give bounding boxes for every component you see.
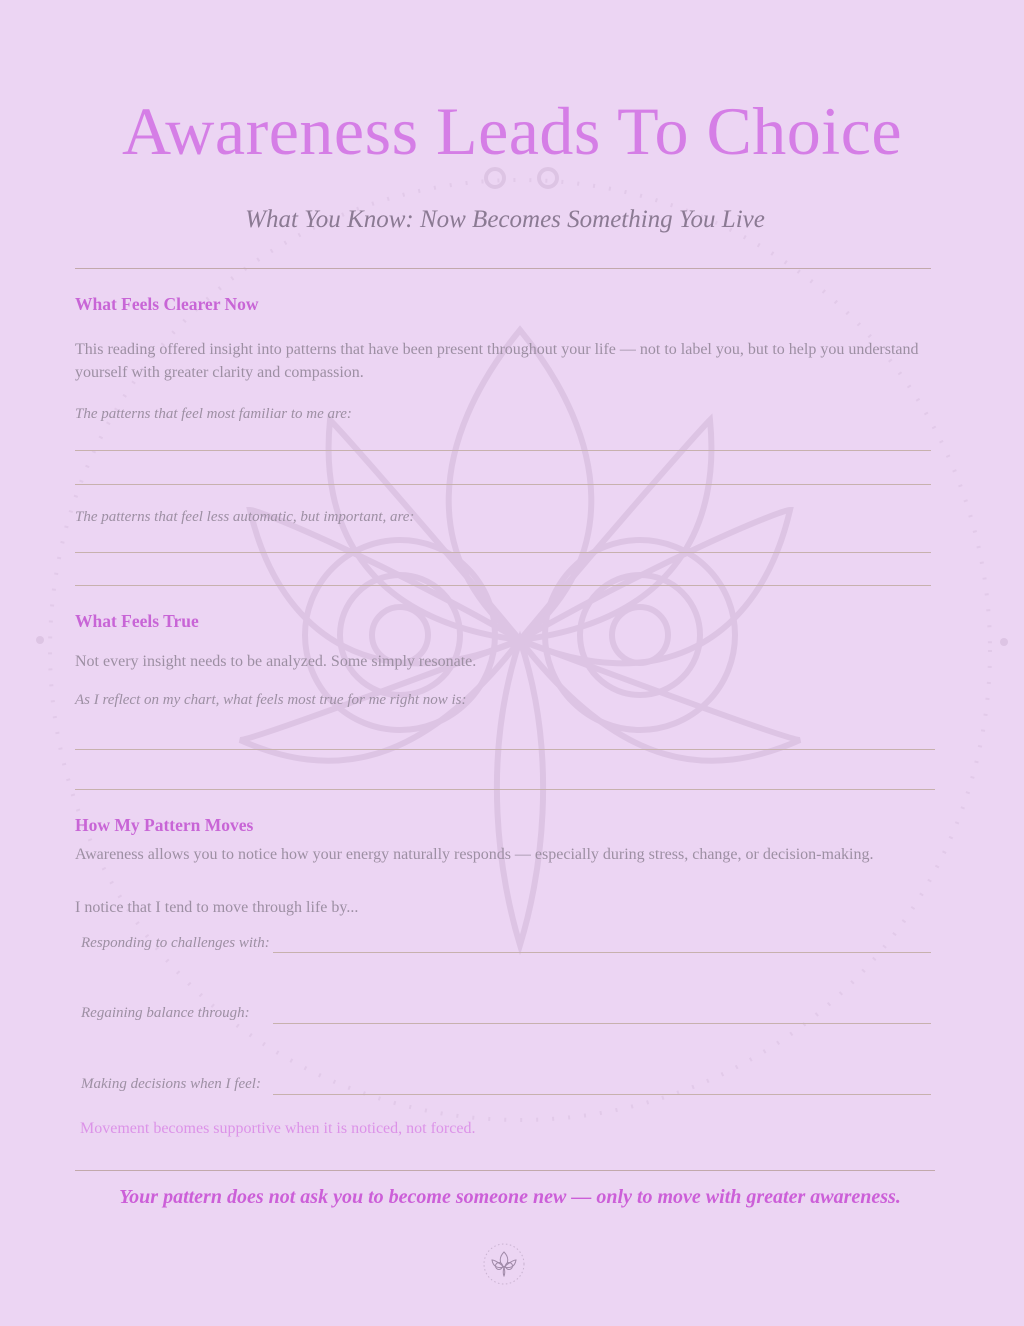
prompt-familiar-patterns: The patterns that feel most familiar to me are: xyxy=(75,406,352,422)
prompt-less-automatic: The patterns that feel less automatic, but important, are: xyxy=(75,509,415,525)
page-subtitle: What You Know: Now Becomes Something You Live xyxy=(245,206,765,233)
movement-note: Movement becomes supportive when it is noticed, not forced. xyxy=(80,1120,476,1137)
field-label-balance: Regaining balance through: xyxy=(81,1005,250,1021)
lotus-logo-icon xyxy=(482,1242,526,1286)
section-intro-pattern-moves: Awareness allows you to notice how your energy naturally responds — especially during stress, change, or decision-making. xyxy=(75,846,874,863)
closing-statement: Your pattern does not ask you to become someone new — only to move with greater awareness. xyxy=(119,1186,901,1208)
page-title: Awareness Leads To Choice xyxy=(121,93,903,169)
prompt-most-true: As I reflect on my chart, what feels most true for me right now is: xyxy=(75,692,467,708)
section-heading-clearer: What Feels Clearer Now xyxy=(75,294,259,314)
header-divider xyxy=(75,268,931,269)
pattern-lead-text: I notice that I tend to move through life by... xyxy=(75,899,359,916)
write-line-less-automatic-2[interactable] xyxy=(75,585,931,586)
write-line-balance[interactable] xyxy=(273,1023,931,1024)
write-line-true-1[interactable] xyxy=(75,749,935,750)
section-intro-clearer: This reading offered insight into patterns that have been present throughout your life — not to label you, but to help you understand yourself with greater clarity and compassion. xyxy=(75,341,919,381)
write-line-true-2[interactable] xyxy=(75,789,935,790)
footer-divider xyxy=(75,1170,935,1171)
field-label-decisions: Making decisions when I feel: xyxy=(81,1076,261,1092)
write-line-familiar-1[interactable] xyxy=(75,450,931,451)
write-line-challenges[interactable] xyxy=(273,952,931,953)
write-line-decisions[interactable] xyxy=(273,1094,931,1095)
field-label-challenges: Responding to challenges with: xyxy=(81,935,270,951)
section-heading-pattern-moves: How My Pattern Moves xyxy=(75,815,254,835)
section-heading-true: What Feels True xyxy=(75,611,199,631)
section-intro-true: Not every insight needs to be analyzed. Some simply resonate. xyxy=(75,653,477,670)
write-line-familiar-2[interactable] xyxy=(75,484,931,485)
write-line-less-automatic-1[interactable] xyxy=(75,552,931,553)
